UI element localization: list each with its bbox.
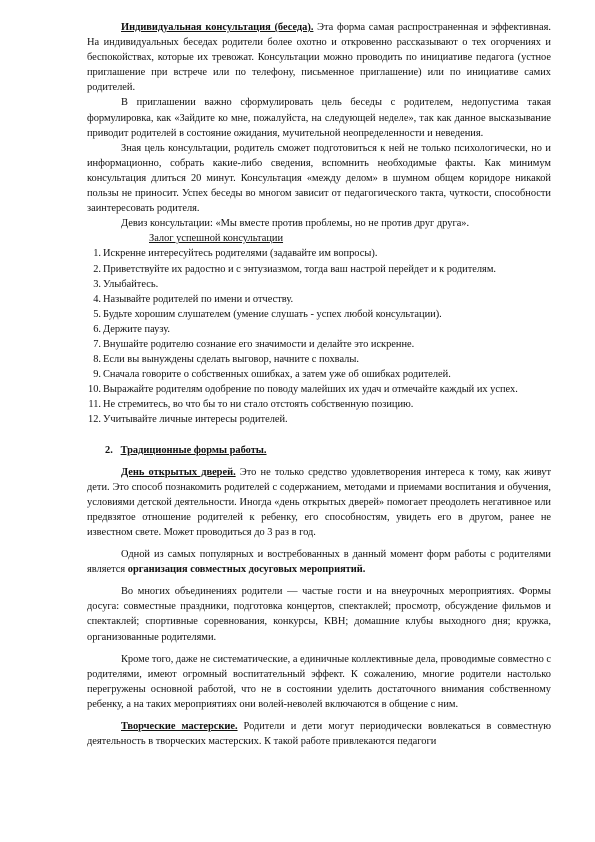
rule-text: Сначала говорите о собственных ошибках, а затем уже об ошибках родителей. xyxy=(103,369,451,381)
paragraph-creative-workshops xyxy=(87,719,551,749)
rule-number: 6. xyxy=(93,323,101,335)
rule-text: Называйте родителей по имени и отчеству. xyxy=(103,293,294,305)
paragraph-leisure-forms: Во многих объединениях родители — частые гости и на внеурочных мероприятиях. Формы досуга: совместные праздники, подготовка концертов, спектаклей; просмотр, обсуждение фильмов и спектаклей; спортивные соревнования, конкурсы, КВН; домашние клубы выходного дня; кружка, организованные родителями. xyxy=(87,586,551,643)
rule-number: 1. xyxy=(93,248,101,260)
paragraph-text: Эта форма самая распространенная и эффективная. На индивидуальных беседах родители более охотно и откровенно рассказывают о тех огорчениях и беспокойствах, которые их тревожат. Консультации можно проводить по инициативе педагога (устное приглашение при встрече или по телефону, письменное приглашение) или по инициативе самих родителей. xyxy=(87,22,551,94)
rule-text: Приветствуйте их радостно и с энтузиазмом, тогда ваш настрой перейдет и к родителям. xyxy=(103,263,496,275)
rule-item xyxy=(93,367,551,382)
rule-number: 4. xyxy=(93,293,101,305)
rule-item xyxy=(88,382,551,397)
paragraph-collective-activities: Кроме того, даже не систематические, а единичные коллективные дела, проводимые совместно с родителями, имеют огромный воспитательный эффект. К сожалению, многие родители настолько перегружены основной работой, что не в состоянии уделить достаточного внимания собственному ребенку, а на таких мероприятиях они волей-неволей включаются в общение с ним. xyxy=(87,653,551,710)
rule-item xyxy=(93,352,551,367)
rule-item xyxy=(93,262,551,277)
paragraph-open-day xyxy=(87,465,551,540)
paragraph-individual-consultation xyxy=(87,20,551,95)
paragraph-leisure-events: Одной из самых популярных и востребованных в данный момент форм работы с родителями является организация совместных досуговых мероприятий. xyxy=(87,549,551,576)
term-leisure-events: организация совместных досуговых мероприятий. xyxy=(127,564,366,576)
term-creative-workshops: Творческие мастерские. xyxy=(121,721,238,733)
rule-text: Будьте хорошим слушателем (умение слушать - успех любой консультации). xyxy=(103,308,442,320)
rule-number: 11. xyxy=(88,399,101,411)
section-title: Традиционные формы работы. xyxy=(120,444,267,456)
section-heading-traditional-forms xyxy=(87,443,551,458)
rule-number: 2. xyxy=(93,263,101,275)
rule-number: 8. xyxy=(93,354,101,366)
rule-number: 9. xyxy=(93,369,101,381)
consultation-motto: Девиз консультации: «Мы вместе против проблемы, но не против друг друга». xyxy=(121,218,470,230)
rule-text: Если вы вынуждены сделать выговор, начните с похвалы. xyxy=(103,354,359,366)
rule-text: Не стремитесь, во что бы то ни стало отстоять собственную позицию. xyxy=(103,399,414,411)
rule-text: Искренне интересуйтесь родителями (задавайте им вопросы). xyxy=(103,248,378,260)
paragraph-text: Это не только средство удовлетворения интереса к тому, как живут дети. Это способ познакомить родителей с содержанием, методами и приемами воспитания и обучения, условиями детской деятельности. Иногда «день открытых дверей» помогает преодолеть негативное или предвзятое отношение родителей к ребенку, его способностям, увидеть его в другом, ранее не известном свете. Может проводиться до 3 раз в год. xyxy=(87,466,551,538)
rule-item xyxy=(93,292,551,307)
rule-item xyxy=(88,397,551,412)
rule-item xyxy=(93,246,551,261)
paragraph-text: Родители и дети могут периодически вовлекаться в совместную деятельность в творческих мастерских. К такой работе привлекаются педагоги xyxy=(87,721,551,748)
rule-number: 3. xyxy=(93,278,101,290)
rules-heading: Залог успешной консультации xyxy=(149,233,284,245)
rule-text: Улыбайтесь. xyxy=(103,278,159,290)
rule-text: Держите паузу. xyxy=(103,323,170,335)
section-number: 2. xyxy=(105,444,113,456)
rule-text: Учитывайте личные интересы родителей. xyxy=(103,414,288,426)
rule-number: 10. xyxy=(88,384,101,396)
rule-item xyxy=(88,412,551,427)
rule-item xyxy=(93,277,551,292)
rule-number: 7. xyxy=(93,338,101,350)
term-open-day: День открытых дверей. xyxy=(121,466,236,478)
rule-item xyxy=(93,337,551,352)
rule-text: Выражайте родителям одобрение по поводу малейших их удач и отмечайте каждый их успех. xyxy=(103,384,518,396)
rule-text: Внушайте родителю сознание его значимости и делайте это искренне. xyxy=(103,338,415,350)
paragraph-invitation: В приглашении важно сформулировать цель беседы с родителем, недопустима такая формулировка, как «Зайдите ко мне, пожалуйста, на следующей неделе», так как данное высказывание приводит родителей в состояние ожидания, мучительной неопределенности и неведения. xyxy=(87,97,551,139)
rule-number: 12. xyxy=(88,414,101,426)
rule-item xyxy=(93,307,551,322)
term-individual-consultation: Индивидуальная консультация (беседа). xyxy=(121,22,314,33)
paragraph-consultation-goal: Зная цель консультации, родитель сможет подготовиться к ней не только психологически, но и информационно, собрать какие-либо сведения, вспомнить необходимые факты. Как минимум консультация длиться 20 минут. Консультация «между делом» в шумном общем коридоре никакой пользы не приносит. Успех беседы во многом зависит от педагогического такта, чуткости, способности заинтересовать родителя. xyxy=(87,142,551,215)
rules-list xyxy=(87,246,551,427)
rule-item xyxy=(93,322,551,337)
rule-number: 5. xyxy=(93,308,101,320)
